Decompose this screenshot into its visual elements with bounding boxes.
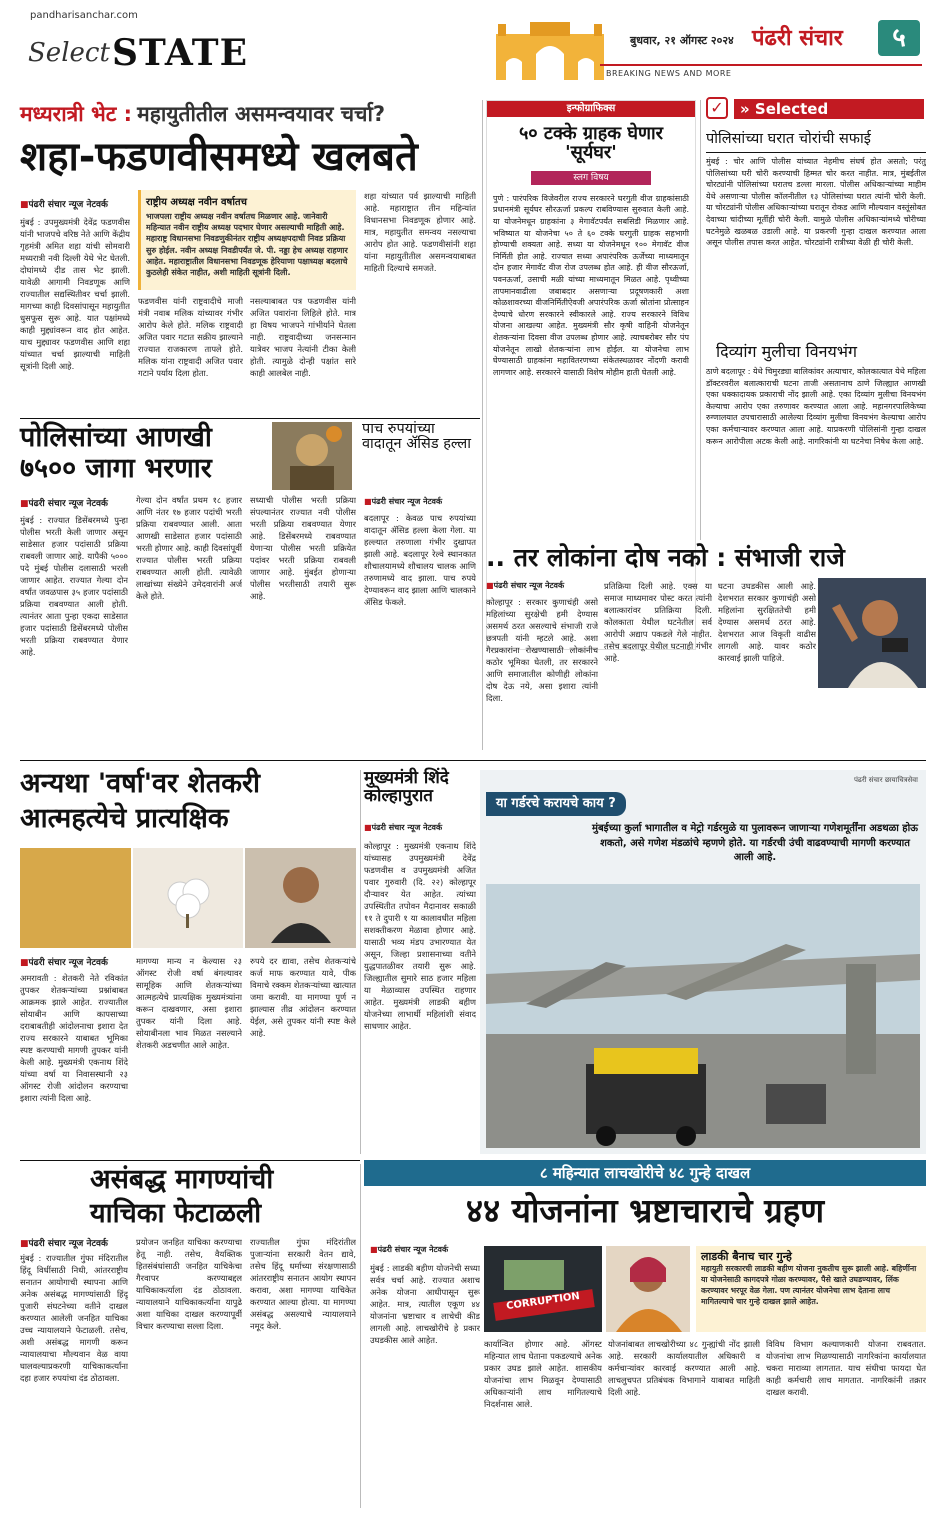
corruption-photo bbox=[484, 1246, 602, 1332]
sambhaji-byline: ■ पंढरी संचार न्यूज नेटवर्क bbox=[486, 580, 606, 591]
petition-col-2: प्रयोजन जनहित याचिका करण्याचा हेतू नाही. तसेच, वैयक्तिक हितसंबंधांसाठी जनहित याचिकेचा गैरवापर करण्याबद्दल याचिकाकर्त्याला दंड ठोठावला. न्यायालयाने याचिकाकर्त्यांना यापुढे अशा याचिका दाखल करण्यापूर्वी विचार करण्याचा सल्ला दिला. bbox=[136, 1237, 242, 1332]
corruption-col-4: विविध विभाग कल्याणकारी योजना राबवतात. योजनांचा लाभ मिळण्यासाठी नागरिकांना कार्यालयात चकरा माराव्या लागतात. याच संधीचा फायदा घेत काही कर्मचारी लाच मागतात. नागरिकांनी तक्रार दाखल करावी. bbox=[766, 1339, 926, 1398]
corruption-col-2: कार्यान्वित होणार आहे. ऑगस्ट महिन्यात लाच घेताना पकडल्याचे अनेक प्रकार उघड झाले आहेत. शासकीय योजनांचा लाभ मिळवून देण्यासाठी अधिकाऱ्यांनी लाच मागितल्याचे निदर्शनास आले. bbox=[484, 1339, 602, 1410]
lead-kicker-rest: महायुतीतील असमन्वयावर चर्चा? bbox=[137, 102, 386, 126]
police-col-3: सध्याची पोलीस भरती प्रक्रिया संपल्यानंतर राज्यात नवी पोलीस भरती प्रक्रिया राबवण्यात येणार आहे. डिसेंबरमध्ये राबवण्यात येणाऱ्या पोलीस भरती प्रक्रियेत पदांवर भरती प्रक्रिया राबवली जाणार आहे. मुंबईत होणाऱ्या पोलीस भरतीसाठी तयारी सुरू आहे. bbox=[250, 495, 356, 602]
masthead-rule bbox=[600, 64, 922, 66]
masthead bbox=[0, 0, 945, 100]
paper-name: पंढरी संचार bbox=[752, 26, 843, 51]
shinde-byline: ■ पंढरी संचार न्यूज नेटवर्क bbox=[364, 822, 476, 833]
lead-box-text: भाजपला राष्ट्रीय अध्यक्ष नवीन वर्षातच मिळणार आहे. जानेवारी महिन्यात नवीन राष्ट्रीय अध्यक्ष पदभार घेणार असल्याची माहिती आहे. महाराष्ट्र विधानसभा निवडणुकीनंतर राष्ट्रीय अध्यक्षपदाची निवड प्रक्रिया सुरु होईल. नवीन अध्यक्ष निवडीपर्यंत जे. पी. नड्डा हेच अध्यक्ष राहणार आहेत. महाराष्ट्रातील विधानसभा निवडणूक हेरियाणा पक्षाध्यक्ष बदलाचे कुठलेही संकेत नाहीत, अशी माहिती सूत्रांनी दिली. bbox=[146, 212, 348, 277]
check-icon: ✓ bbox=[706, 97, 728, 119]
police-col-2: गेल्या दोन वर्षांत प्रथम १८ हजार आणि नंतर १७ हजार पदांची भरती प्रक्रिया राबवण्यात आली. आता आणखी साडेसात हजार पदांसाठी भरती होणार आहे. काही दिवसांपूर्वी राज्यात पोलीस भरती प्रक्रिया राबवण्यात आली होती. त्यावेळी लाखांच्या संख्येने उमेदवारांनी अर्ज केले होते. bbox=[136, 495, 242, 602]
farmers-byline: ■ पंढरी संचार न्यूज नेटवर्क bbox=[20, 955, 180, 968]
lead-col-2: फडणवीस यांनी राष्ट्रवादीचे माजी मंत्री नवाब मलिक यांच्यावर गंभीर आरोप केले होते. मलिक राष्ट्रवादी अजित पवार गटात सक्रीय झाल्याने राज्यात राजकारण तापले होते. मलिक यांना राष्ट्रवादी अजित पवार गटाने पर्याय दिला होता. bbox=[138, 296, 243, 379]
select-label: Select bbox=[28, 38, 110, 68]
corruption-photo-label: CORRUPTION bbox=[505, 1290, 581, 1313]
selected-story1-headline[interactable]: पोलिसांच्या घरात चोरांची सफाई bbox=[706, 131, 871, 147]
petition-col-3: राज्यातील गुंफा मंदिरांतील पुजाऱ्यांना सरकारी वेतन द्यावे, तसेच हिंदू धर्माच्या संरक्षणासाठी आंतरराष्ट्रीय सनातन आयोग स्थापन करावा, अशा मागण्या याचिकेत करण्यात आल्या होत्या. या मागण्या असंबद्ध असल्याचे न्यायालयाने नमूद केले. bbox=[250, 1237, 356, 1332]
infographic-label: इन्फोग्राफिक्स bbox=[487, 101, 695, 117]
farmers-headline-1[interactable]: अन्यथा 'वर्षा'वर शेतकरी bbox=[20, 768, 261, 799]
petition-headline-2[interactable]: याचिका फेटाळली bbox=[90, 1198, 262, 1229]
police-headline-1[interactable]: पोलिसांच्या आणखी bbox=[20, 422, 212, 453]
shinde-headline[interactable]: मुख्यमंत्री शिंदे कोल्हापुरात bbox=[364, 768, 449, 806]
police-photo bbox=[272, 422, 352, 490]
police-headline-2[interactable]: ७५०० जागा भरणार bbox=[20, 453, 212, 484]
page-number: ५ bbox=[878, 20, 920, 56]
corruption-side-box bbox=[696, 1246, 926, 1332]
farmers-col-1: अमरावती : शेतकरी नेते रविकांत तुपकर शेतकऱ्यांच्या प्रश्नांबाबत आक्रमक झाले आहेत. राज्यातील सोयाबीन आणि कापसाच्या दराबाबतीही आंदोलनाचा इशारा देत राज्य सरकारने याबाबत भूमिका स्पष्ट करण्याची मागणी तुपकर यांनी केली आहे. मुख्यमंत्री एकनाथ शिंदे यांच्या वर्षा या निवासस्थानी २३ ऑगस्ट रोजी आंदोलन करण्याचा इशारा त्यांनी दिला आहे. bbox=[20, 973, 128, 1104]
garder-caption: मुंबईच्या कुर्ला भागातील व मेट्रो गर्डरमुळे या पुलावरून जाणाऱ्या गणेशमूर्तींना अडथळा होऊ शकतो, असे गणेश मंडळांचे म्हणणे होते. या गर्डरची उंची वाढवण्याची मागणी करण्यात आली आहे. bbox=[591, 823, 919, 863]
column-rule bbox=[700, 100, 701, 540]
corruption-banner-text: ८ महिन्यात लाचखोरीचे ४८ गुन्हे दाखल bbox=[539, 1164, 751, 1182]
sambhaji-text-1: कोल्हापूर : सरकार कुणाचंही असो महिलांच्या सुरक्षेची हमी देण्यास असमर्थ ठरत असल्याचे संभाजी राजे छत्रपती यांनी म्हटले आहे. अशा गैरप्रकारांना रोखण्यासाठी लोकांनीच कठोर भूमिका घेतली, तर सरकारने आणि समाजातील कोणीही लोकांना दोष देऊ नये, असा इशारा त्यांनी दिला. bbox=[486, 597, 598, 704]
tupkar-photo bbox=[245, 848, 356, 948]
infographic-text: पुणे : पारंपरिक विजेवरील राज्य सरकारने घरगुती वीज ग्राहकांसाठी प्रधानमंत्री सूर्यघर सौरऊर्जा प्रकल्प राबविण्यास सुरुवात केली आहे. या योजनेमधून ग्राहकांना ३ मेगावॅटपर्यंत सबसिडी मिळणार आहे. भविष्यात या योजनेचा ५० ते ६० टक्के घरगुती ग्राहक सहभागी होण्याची शक्यता आहे. सध्या या योजनेमधून १०० मेगावॅट वीज निर्मिती होत आहे. राज्यात सध्या अपारंपरिक ऊर्जेच्या माध्यमातून दोन हजार मेगावॅट वीज रोज उपलब्ध होत आहे. ही वीज सौरऊर्जा, पवनऊर्जा, उसाची मळी यांच्या माध्यमातून मिळत आहे. पृथ्वीच्या तापमानवाढीला जबाबदार असणाऱ्या प्रदूषणकारी अशा कोळशावरच्या वीजनिर्मितीऐवजी अपारंपरिक ऊर्जा स्रोतांना प्रोत्साहन देण्याचे धोरण सरकारने स्वीकारले आहे. राज्य सरकारने विविध योजना आखल्या आहेत. मुख्यमंत्री सौर कृषी वाहिनी योजनेतून शेतकऱ्यांना दिवसा वीज उपलब्ध होणार आहे. त्याचबरोबर सौर पंप योजनेतून लाखो शेतकऱ्यांना लाभ होईल. या योजनेचा लाभ घेण्यासाठी ग्राहकांना महावितरणच्या संकेतस्थळावर नोंदणी करावी लागणार आहे. सरकारने यासाठी विशेष मोहीम हाती घेतली आहे. bbox=[493, 193, 689, 377]
farmers-col-2: मागण्या मान्य न केल्यास २३ ऑगस्ट रोजी वर्षा बंगल्यावर सामूहिक आणि शेतकऱ्यांच्या आत्महत्येचे प्रात्यक्षिक मुख्यमंत्र्यांना करून दाखवणार, असा इशारा तुपकर यांनी दिला आहे. सोयाबीनला भाव मिळत नसल्याने शेतकरी अडचणीत आले आहेत. bbox=[136, 956, 242, 1051]
state-label: STATE bbox=[112, 32, 249, 74]
lead-col-4: शहा यांच्यात पर्व झाल्याची माहिती आहे. महाराष्ट्रात तीन महिन्यांत विधानसभा निवडणूक होणार आहे. मात्र, महायुतीत समन्वय नसल्याचा आरोप होत आहे. फडणवीसांनी शहा यांना महायुतीतील असमन्वयाबाबत माहिती दिल्याचे समजते. bbox=[364, 191, 476, 274]
column-rule bbox=[360, 770, 361, 1154]
selected-story2-text: ठाणे बदलापूर : येथे चिमुरड्या बालिकांवर अत्याचार, कोलकात्यात येथे महिला डॉक्टरवरील बलात्काराची घटना ताजी असतानाच ठाणे जिल्ह्यात आणखी एका धक्कादायक प्रकाराची नोंद झाली आहे. एका दिव्यांग मुलीचा विनयभंग केल्याचा आरोप एका तरुणावर करण्यात आला आहे. महानगरपालिकेच्या रुग्णालयात उपचारासाठी आलेल्या दिव्यांग मुलीचा विनयभंग केल्याचा आरोप एका कर्मचाऱ्यावर करण्यात आला आहे. याप्रकरणी पोलिसांनी गुन्हा दाखल करून आरोपीला अटक केली आहे. नागरिकांनी या घटनेचा निषेध केला आहे. bbox=[706, 367, 926, 446]
shinde-text: कोल्हापूर : मुख्यमंत्री एकनाथ शिंदे यांच्यासह उपमुख्यमंत्री देवेंद्र फडणवीस व उपमुख्यमंत्री अजित पवार गुरुवारी (दि. २२) कोल्हापूर दौऱ्यावर येत आहेत. त्यांच्या उपस्थितीत तपोवन मैदानावर सकाळी ११ ते दुपारी १ या कालावधीत महिला सशक्तीकरण मेळावा होणार आहे. यासाठी भव्य मंडप उभारण्यात येत असून, जिल्हा प्रशासनाच्या वतीने युद्धपातळीवर तयारी सुरू आहे. जिल्ह्यातील सुमारे साठ हजार महिला या मेळाव्यास उपस्थित राहणार आहेत. मुख्यमंत्री लाडकी बहीण योजनेच्या लाभार्थी महिलांशी संवाद साधणार आहेत. bbox=[364, 841, 476, 1032]
garder-title: या गर्डरचे करायचे काय ? bbox=[486, 792, 626, 816]
tagline: BREAKING NEWS AND MORE bbox=[606, 69, 732, 78]
sambhaji-text-3: घटना उघडकीस आली आहे. देशभरात सरकार कुणाचंही असो महिलांना सुरक्षिततेची हमी देण्यास असमर्थ ठरत आहे. देशभरात आज विकृती वाढीस लागली आहे. यावर कठोर कारवाई झाली पाहिजे. bbox=[718, 581, 816, 664]
corruption-col-3: योजनांबाबत लाचखोरीच्या ४८ गुन्ह्यांची नोंद झाली आहे. सरकारी कार्यालयातील अधिकारी व कर्मचाऱ्यांवर कारवाई करण्यात आली आहे. लाचलुचपत प्रतिबंधक विभागाने याबाबत माहिती दिली आहे. bbox=[608, 1339, 760, 1398]
selected-label: Selected bbox=[754, 100, 829, 118]
infographic-slug: स्लग विषय bbox=[531, 171, 651, 185]
lead-box-title: राष्ट्रीय अध्यक्ष नवीन वर्षातच bbox=[146, 197, 247, 208]
acid-text: बदलापूर : केवळ पाच रुपयांच्या वादातून ॲसिड हल्ला केला गेला. या हल्ल्यात तरुणाला गंभीर दुखापत झाली आहे. बदलापूर रेल्वे स्थानकात शौचालयामध्ये शौचालय चालक आणि तरुणामध्ये वाद झाला. पाच रुपये देण्यावरून वाद झाला आणि चालकाने ॲसिड फेकले. bbox=[364, 513, 476, 608]
selected-label-bar bbox=[734, 99, 924, 119]
section-divider-1 bbox=[20, 418, 480, 419]
farmers-col-3: रुपये दर द्यावा, तसेच शेतकऱ्यांचे कर्ज माफ करण्यात यावे, पीक विमाचे रक्कम शेतकऱ्यांच्या खात्यात जमा करावी. या मागण्या पूर्ण न झाल्यास तीव्र आंदोलन करण्यात येईल, असे तुपकर यांनी स्पष्ट केले आहे. bbox=[250, 956, 356, 1039]
ladki-photo bbox=[606, 1246, 690, 1332]
lead-kicker: मध्यरात्री भेट : bbox=[20, 102, 133, 126]
corruption-byline: ■ पंढरी संचार न्यूज नेटवर्क bbox=[370, 1244, 486, 1255]
petition-byline: ■ पंढरी संचार न्यूज नेटवर्क bbox=[20, 1236, 180, 1249]
petition-col-1: मुंबई : राज्यातील गुंफा मंदिरातील हिंदू विधींसाठी निधी, आंतरराष्ट्रीय सनातन आयोगाची स्थापना आणि अनेक असंबद्ध मागण्यांसाठी हिंदू पुजारी संघटनेच्या वतीने दाखल करण्यात आलेली जनहित याचिका उच्च न्यायालयाने फेटाळली. तसेच, अशी असंबद्ध मागणी करून न्यायालयाचा मौल्यवान वेळ वाया घालवल्याप्रकरणी याचिकाकर्त्यांना दहा हजार रुपयांचा दंड ठोठावला. bbox=[20, 1253, 128, 1384]
lead-byline: ■ पंढरी संचार न्यूज नेटवर्क bbox=[20, 197, 130, 210]
corruption-col-1: मुंबई : लाडकी बहीण योजनेची सध्या सर्वत्र चर्चा आहे. राज्यात अशाच अनेक योजना आधीपासून सुरू आहेत. मात्र, त्यातील एकूण ४४ योजनांना भ्रष्टाचार व लाचेची कीड लागली आहे. लाचखोरीचे हे प्रकार उघडकीस आले आहेत. bbox=[370, 1263, 480, 1346]
corruption-banner bbox=[364, 1160, 926, 1186]
garder-credit: पंढरी संचार छायाचित्रसेवा bbox=[853, 776, 918, 784]
soybean-photo bbox=[20, 848, 131, 948]
acid-byline: ■ पंढरी संचार न्यूज नेटवर्क bbox=[364, 496, 478, 507]
lead-kicker-row bbox=[20, 100, 480, 128]
chevron-icon: » bbox=[740, 100, 755, 118]
lead-col-1: मुंबई : उपमुख्यमंत्री देवेंद्र फडणवीस यांनी भाजपचे वरिष्ठ नेते आणि केंद्रीय गृहमंत्री अमित शहा यांची सोमवारी मध्यरात्री नवी दिल्ली येथे भेट घेतली. दोघांमध्ये दीड तास भेट झाली. यावेळी आगामी निवडणूक आणि राज्यातील सद्यस्थितीवर चर्चा झाली. मागच्या काही दिवसांपासून महायुतीत धुसफूस सुरू आहे. यात पक्षांमध्ये काही मुद्द्यांवरून वाद होत आहेत. याच मुद्द्यावर फडणवीस आणि शहा यांच्यात चर्चा झाल्याची माहिती सूत्रांनी दिली आहे. bbox=[20, 217, 130, 372]
gateway-illustration bbox=[490, 14, 610, 80]
lead-col-3: नसल्याबाबत पत्र फडणवीस यांनी अजित पवारांना लिहिले होते. मात्र हा विषय भाजपने गांभीर्याने घेतला नाही. राष्ट्रवादीच्या जनसन्मान यात्रेवर भाजप नेत्यांनी टीका केली होती. त्यामुळे दोन्ही पक्षांत सारे काही आलबेल नाही. bbox=[250, 296, 356, 379]
issue-date: बुधवार, २१ ऑगस्ट २०२४ bbox=[630, 34, 734, 47]
sambhaji-text-2: प्रतिक्रिया दिली आहे. एक्स या समाज माध्यमावर पोस्ट करत त्यांनी बलात्कारांवर प्रतिक्रिया दिली. कोलकाता येथील घटनेतील सर्व आरोपी अद्याप पकडले गेले नाहीत. तसेच बदलापूर येथील घटनाही गंभीर आहे. bbox=[604, 581, 712, 664]
petition-headline-1[interactable]: असंबद्ध मागण्यांची bbox=[90, 1164, 274, 1195]
section-divider-2 bbox=[20, 760, 926, 761]
lead-side-box bbox=[138, 190, 356, 290]
section-divider-3 bbox=[20, 1160, 360, 1161]
sambhaji-photo bbox=[818, 578, 926, 688]
selected-story1-text: मुंबई : चोर आणि पोलीस यांच्यात नेहमीच संघर्ष होत असतो; परंतु पोलिसांच्या घरी चोरी करण्याची हिम्मत चोर करत नाहीत. मात्र, मुंबईतील चोरट्यांनी पोलिसांच्या घरातच डल्ला मारला. पोलीस अधिकाऱ्यांच्या माहीम येथे असणाऱ्या पोलीस कॉलनीतील १३ पोलिसांच्या घरात त्यांनी चोरी केली. या चोरट्यांनी पोलीस अधिकाऱ्यांच्या घरातून रोकड आणि मौल्यवान वस्तूंसोबत देवाच्या चांदीच्या मूर्तीही चोरी केली. यामुळे पोलीस अधिकाऱ्यांमध्ये चोरीच्या घटनेमुळे खळबळ उडाली आहे. या प्रकरणी गुन्हा दाखल करण्यात आला असून पोलीस तपास करत आहेत. चोरट्यांनी रात्रीच्या वेळी ही चोरी केली. bbox=[706, 157, 926, 248]
corruption-side-text: महायुती सरकारची लाडकी बहीण योजना नुकतीच सुरू झाली आहे. बहिणींना या योजनेसाठी कागदपत्रे गोळा करण्यावर, पैसे खाते उघडण्यावर, लिंक करण्यावर भरपूर वेळ गेला. पण त्यानंतर योजनेचा लाभ देताना लाच मागितल्याचे चार गुन्हे दाखल झाले आहेत. bbox=[701, 1264, 917, 1306]
column-rule bbox=[360, 1164, 361, 1508]
column-rule bbox=[482, 100, 483, 750]
acid-headline[interactable]: पाच रुपयांच्या वादातून ॲसिड हल्ला bbox=[362, 421, 472, 453]
sambhaji-headline[interactable]: .. तर लोकांना दोष नको : संभाजी राजे bbox=[486, 543, 845, 572]
farmers-photo-row bbox=[20, 848, 356, 948]
selected-header bbox=[706, 97, 926, 121]
farmers-headline-2[interactable]: आत्महत्येचे प्रात्यक्षिक bbox=[20, 803, 229, 834]
site-url[interactable]: pandharisanchar.com bbox=[30, 10, 138, 21]
lead-headline[interactable]: शहा-फडणवीसमध्ये खलबते bbox=[20, 134, 418, 180]
selected-story2-headline[interactable]: दिव्यांग मुलीचा विनयभंग bbox=[716, 342, 858, 361]
cotton-photo bbox=[133, 848, 244, 948]
selected-rule bbox=[706, 152, 926, 153]
police-byline: ■ पंढरी संचार न्यूज नेटवर्क bbox=[20, 496, 160, 509]
corruption-headline[interactable]: ४४ योजनांना भ्रष्टाचाराचे ग्रहण bbox=[465, 1191, 825, 1230]
garder-block bbox=[480, 770, 926, 1154]
corruption-side-head: लाडकी बैनाच चार गुन्हे bbox=[701, 1250, 792, 1263]
garder-photo bbox=[486, 884, 920, 1148]
police-col-1: मुंबई : राज्यात डिसेंबरमध्ये पुन्हा पोलीस भरती केली जाणार असून साडेसात हजार पदांसाठी प्रक्रिया राबवली जाणार आहे. यापैकी ५००० पदे मुंबई पोलीस दलासाठी भरली जाणार आहेत. राज्यात गेल्या दोन वर्षांत जवळपास ३५ हजार पदांसाठी प्रक्रिया राबवण्यात आली होती. त्यानंतर आता पुन्हा एकदा साडेसात हजार पदांसाठी डिसेंबरमध्ये पोलीस भरती प्रक्रिया राबवण्यात येणार आहे. bbox=[20, 515, 128, 658]
infographic-headline[interactable]: ५० टक्के ग्राहक घेणार 'सूर्यघर' bbox=[518, 123, 664, 163]
